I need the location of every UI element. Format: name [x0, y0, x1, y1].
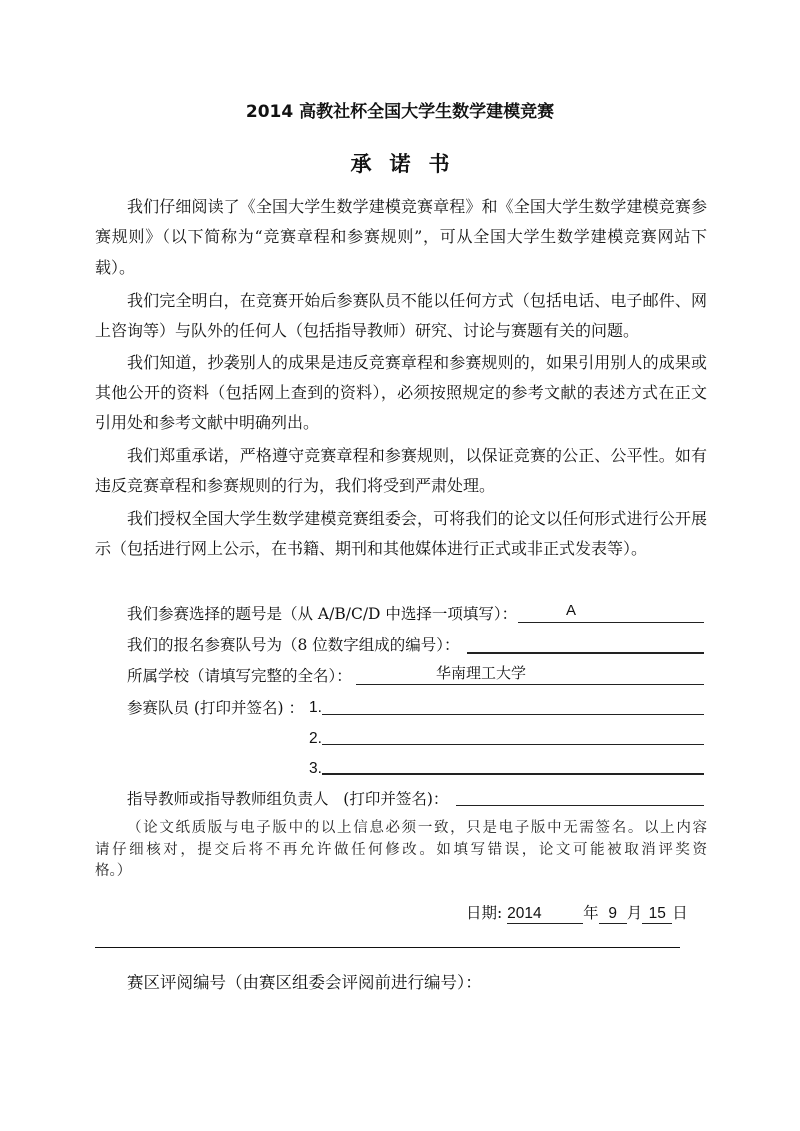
text-line: 我们郑重承诺，严格遵守竞赛章程和参赛规则，以保证竞赛的公正、公平性。如有	[127, 446, 707, 465]
text-line: 我们仔细阅读了《全国大学生数学建模竞赛章程》和《全国大学生数学建模竞赛参	[127, 197, 707, 216]
text-line: 违反竞赛章程和参赛规则的行为，我们将受到严肃处理。	[95, 476, 496, 495]
text-line: 引用处和参考文献中明确列出。	[95, 413, 320, 432]
date-row	[466, 902, 688, 924]
day-unit: 日	[672, 904, 688, 922]
text-line: 我们授权全国大学生数学建模竞赛组委会，可将我们的论文以任何形式进行公开展	[127, 509, 707, 528]
date-label: 日期:	[466, 904, 503, 922]
date-day[interactable]: 15	[642, 905, 672, 924]
date-month[interactable]: 9	[599, 905, 627, 924]
member-3-number: 3.	[309, 760, 322, 777]
problem-label: 我们参赛选择的题号是（从 A/B/C/D 中选择一项填写）：	[127, 605, 518, 623]
member-1-field[interactable]	[322, 692, 704, 715]
problem-field[interactable]	[518, 600, 704, 623]
member-1-number: 1.	[309, 699, 322, 716]
members-label: 参赛队员 (打印并签名) ：	[127, 699, 304, 717]
member-2-number: 2.	[309, 730, 322, 747]
advisor-label: 指导教师或指导教师组负责人 (打印并签名)：	[127, 790, 449, 808]
notice-line: （论文纸质版与电子版中的以上信息必须一致，只是电子版中无需签名。以上内容	[127, 820, 707, 836]
text-line: 上咨询等）与队外的任何人（包括指导教师）研究、讨论与赛题有关的问题。	[95, 321, 640, 340]
notice-line: 格。）	[95, 863, 132, 879]
school-label: 所属学校（请填写完整的全名）：	[127, 667, 352, 685]
text-line: 我们知道，抄袭别人的成果是违反竞赛章程和参赛规则的，如果引用别人的成果或	[127, 353, 707, 372]
text-line: 赛规则》（以下简称为“竞赛章程和参赛规则”，可从全国大学生数学建模竞赛网站下	[95, 227, 707, 246]
document-subtitle: 承诺书	[350, 151, 468, 176]
team-number-field[interactable]	[467, 630, 704, 654]
school-field[interactable]	[356, 662, 704, 685]
text-line: 我们完全明白，在竞赛开始后参赛队员不能以任何方式（包括电话、电子邮件、网	[127, 291, 707, 310]
text-line: 载）。	[95, 258, 136, 277]
member-3-field[interactable]	[322, 751, 704, 775]
divider	[95, 947, 680, 948]
advisor-field[interactable]	[456, 783, 704, 806]
team-number-label: 我们的报名参赛队号为（8 位数字组成的编号）：	[127, 636, 460, 654]
problem-value: A	[566, 602, 577, 619]
member-2-field[interactable]	[322, 722, 704, 745]
month-unit: 月	[626, 904, 643, 922]
text-line: 其他公开的资料（包括网上查到的资料），必须按照规定的参考文献的表述方式在正文	[95, 383, 707, 402]
review-number-label: 赛区评阅编号（由赛区组委会评阅前进行编号）：	[127, 973, 482, 992]
document-title: 2014 高教社杯全国大学生数学建模竞赛	[245, 102, 555, 122]
notice-line: 请仔细核对，提交后将不再允许做任何修改。如填写错误，论文可能被取消评奖资	[95, 842, 707, 858]
school-value: 华南理工大学	[436, 664, 527, 682]
year-unit: 年	[583, 904, 599, 922]
date-year[interactable]: 2014	[507, 905, 583, 924]
text-line: 示（包括进行网上公示，在书籍、期刊和其他媒体进行正式或非正式发表等）。	[95, 539, 648, 558]
